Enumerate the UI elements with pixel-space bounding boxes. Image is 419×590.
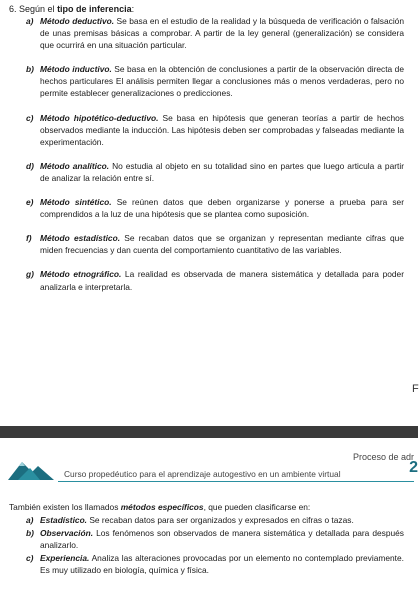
item-letter: b) <box>26 64 34 75</box>
item-letter: f) <box>26 233 32 244</box>
method-item-a <box>26 15 404 51</box>
method-term: Método hipotético-deductivo. <box>40 112 159 123</box>
specific-method-item-a <box>26 514 404 526</box>
method-item-b <box>26 63 404 99</box>
method-item-e <box>26 196 404 220</box>
method-term: Método analítico. <box>40 160 110 171</box>
item-letter: a) <box>26 16 34 26</box>
specific-method-term: Estadístico. <box>40 515 88 525</box>
method-term: Método etnográfico. <box>40 269 122 280</box>
specific-method-text: Los fenómenos son observados de manera sistemática y detallada para después analizarlo. <box>40 528 404 550</box>
intro-prefix: También existen los llamados <box>9 502 121 512</box>
specific-method-term: Experiencia. <box>40 553 90 563</box>
methods-list <box>26 15 404 305</box>
item-letter: g) <box>26 269 34 280</box>
method-term: Método estadístico. <box>40 233 121 244</box>
page-running-header: Proceso de adr <box>352 452 414 462</box>
method-text: Se basa en la obtención de conclusiones a partir de la observación directa de hechos particulares El análisis permiten llegar a conclusiones más o menos verdaderas, pero no permite establecer generalizaciones o predicciones. <box>40 64 404 99</box>
method-item-f <box>26 232 404 256</box>
item-letter: d) <box>26 160 34 171</box>
method-term: Método sintético. <box>40 197 112 208</box>
specific-method-item-b <box>26 527 404 551</box>
document-page-lower <box>0 438 418 590</box>
item-letter: c) <box>26 112 34 123</box>
method-term: Método deductivo. <box>40 16 115 26</box>
specific-method-item-c <box>26 552 404 576</box>
method-text: No estudia al objeto en su totalidad sino en partes que luego articula a partir de analizar la relación entre sí. <box>40 160 405 183</box>
specific-method-text: Se recaban datos para ser organizados y expresados en cifras o tazas. <box>87 515 354 525</box>
intro-term: métodos específicos <box>120 502 204 512</box>
cut-off-edge-text: F <box>412 383 419 395</box>
page-number: 2 <box>409 459 418 476</box>
method-text: Se reúnen datos que deben organizarse y ponerse a prueba para ser comprendidos a la luz de una hipótesis que se plantea como suposición. <box>40 197 404 220</box>
item-letter: b) <box>26 528 34 538</box>
method-term: Método inductivo. <box>40 64 112 75</box>
header-rule <box>58 481 414 482</box>
method-text: La realidad es observada de manera sistemática y detallada para poder analizarla e interpretarla. <box>40 269 404 292</box>
item-letter: e) <box>26 197 34 208</box>
method-item-c <box>26 112 404 148</box>
intro-paragraph <box>9 501 409 513</box>
specific-method-text: Analiza las alteraciones provocadas por un elemento no contemplado previamente. Es muy utilizado en biología, química y física. <box>40 553 404 575</box>
specific-method-term: Observación. <box>40 528 94 538</box>
item-letter: a) <box>26 515 34 525</box>
item-letter: c) <box>26 553 34 563</box>
method-text: Se basa en hipótesis que generan teorías a partir de hechos observados mediante la inducción. Las hipótesis deben ser comprobadas y falseadas mediante la experimentación. <box>40 112 404 147</box>
method-text: Se basa en el estudio de la realidad y la búsqueda de verificación o falsación de unas premisas básicas a comprobar. A partir de la ley general (generalización) se considera que ocurrirá en una situación particular. <box>40 16 404 51</box>
method-item-g <box>26 268 404 292</box>
heading-bold: tipo de inferencia <box>57 4 132 14</box>
mountain-logo-icon <box>8 458 54 480</box>
course-title: Curso propedéutico para el aprendizaje autogestivo en un ambiente virtual <box>64 469 341 479</box>
section-heading <box>9 3 134 15</box>
method-text: Se recaban datos que se organizan y representan mediante cifras que miden frecuencias y dan cuenta del comportamiento cuantitativo de las variables. <box>40 233 404 256</box>
intro-suffix: , que pueden clasificarse en: <box>203 502 311 512</box>
method-item-d <box>26 160 404 184</box>
page-separator <box>0 426 418 438</box>
heading-suffix: : <box>131 4 135 14</box>
heading-prefix: 6. Según el <box>9 4 55 14</box>
specific-methods-list <box>26 514 404 577</box>
